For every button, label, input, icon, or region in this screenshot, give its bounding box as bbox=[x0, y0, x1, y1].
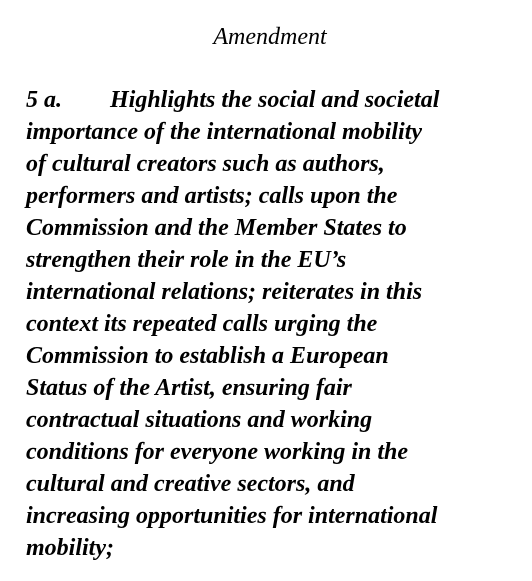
amendment-line: cultural and creative sectors, and bbox=[26, 471, 355, 497]
amendment-line: increasing opportunities for international bbox=[26, 503, 438, 529]
paragraph-number: 5 a. bbox=[26, 87, 62, 113]
amendment-line: performers and artists; calls upon the bbox=[26, 183, 398, 209]
amendment-line bbox=[26, 84, 516, 116]
amendment-line: international relations; reiterates in this bbox=[26, 279, 423, 305]
amendment-line: Commission and the Member States to bbox=[26, 215, 407, 241]
amendment-line: conditions for everyone working in the bbox=[26, 439, 409, 465]
line-text: Highlights the social and societal bbox=[110, 87, 440, 113]
amendment-line: context its repeated calls urging the bbox=[26, 311, 378, 337]
amendment-heading: Amendment bbox=[213, 24, 327, 50]
amendment-line: Commission to establish a European bbox=[26, 343, 389, 369]
amendment-line: mobility; bbox=[26, 535, 114, 561]
amendment-line: Status of the Artist, ensuring fair bbox=[26, 375, 352, 401]
amendment-line: of cultural creators such as authors, bbox=[26, 151, 385, 177]
amendment-text bbox=[26, 84, 516, 564]
amendment-line: importance of the international mobility bbox=[26, 119, 423, 145]
amendment-line: strengthen their role in the EU’s bbox=[26, 247, 347, 273]
amendment-line: contractual situations and working bbox=[26, 407, 373, 433]
